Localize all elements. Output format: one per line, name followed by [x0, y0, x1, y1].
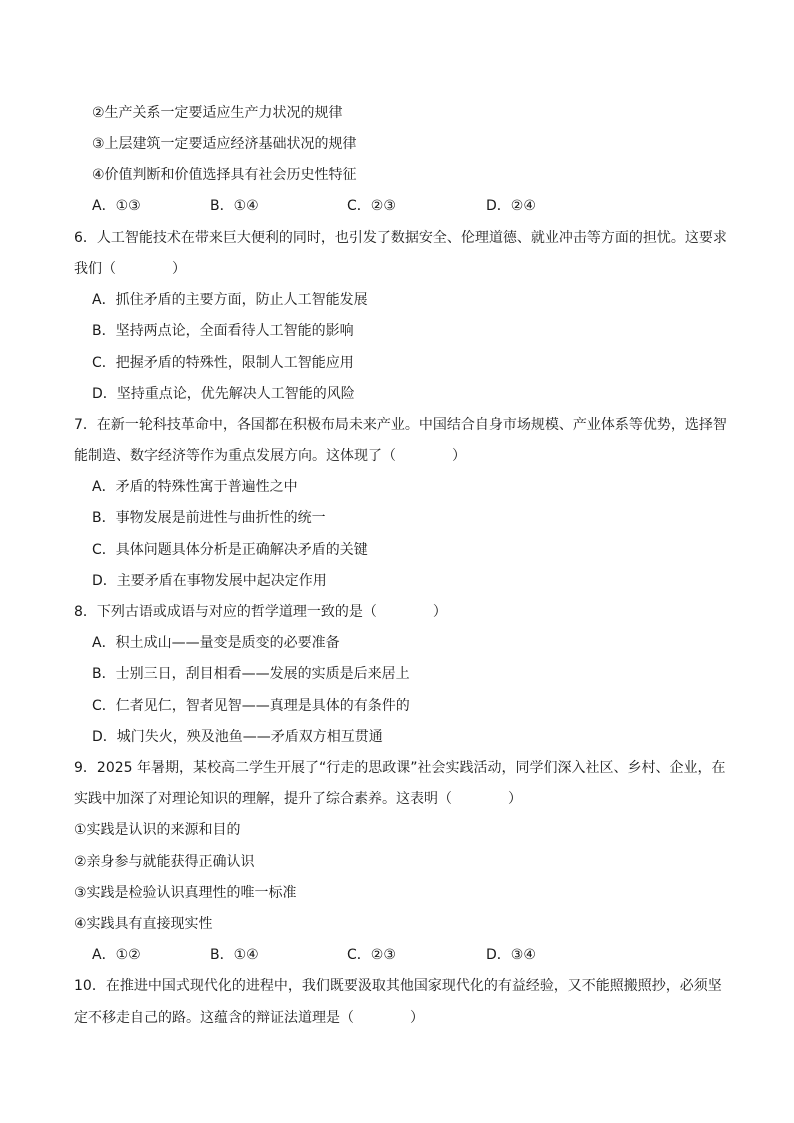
q6-option-c: C．把握矛盾的特殊性，限制人工智能应用	[92, 355, 354, 371]
q5-item-2: ②生产关系一定要适应生产力状况的规律	[92, 105, 343, 121]
q9-item-1: ①实践是认识的来源和目的	[74, 822, 241, 838]
q7-option-c: C．具体问题具体分析是正确解决矛盾的关键	[92, 542, 368, 558]
q8-option-c: C．仁者见仁，智者见智——真理是具体的有条件的	[92, 698, 410, 714]
q10-stem-line2: 定不移走自己的路。这蕴含的辩证法道理是（ ）	[74, 1010, 424, 1026]
q10-stem-line1: 10．在推进中国式现代化的进程中，我们既要汲取其他国家现代化的有益经验，又不能照搬照抄，必须坚	[74, 978, 722, 994]
q9-stem-line1: 9．2025 年暑期，某校高二学生开展了“行走的思政课”社会实践活动，同学们深入社区、乡村、企业，在	[74, 760, 726, 776]
q5-choice-d: D．②④	[486, 198, 536, 214]
q5-item-4: ④价值判断和价值选择具有社会历史性特征	[92, 167, 357, 183]
q9-choice-d: D．③④	[486, 947, 536, 963]
q6-option-b: B．坚持两点论，全面看待人工智能的影响	[92, 323, 354, 339]
q6-stem-line1: 6．人工智能技术在带来巨大便利的同时，也引发了数据安全、伦理道德、就业冲击等方面的担忧。这要求	[74, 230, 727, 246]
q9-item-2: ②亲身参与就能获得正确认识	[74, 854, 255, 870]
q8-option-a: A．积土成山——量变是质变的必要准备	[92, 635, 340, 651]
q5-item-3: ③上层建筑一定要适应经济基础状况的规律	[92, 136, 357, 152]
q9-item-3: ③实践是检验认识真理性的唯一标准	[74, 885, 297, 901]
q9-item-4: ④实践具有直接现实性	[74, 916, 213, 932]
q6-stem-line2: 我们（ ）	[74, 261, 186, 277]
q9-stem-line2: 实践中加深了对理论知识的理解，提升了综合素养。这表明（ ）	[74, 791, 522, 807]
q7-stem-line1: 7．在新一轮科技革命中，各国都在积极布局未来产业。中国结合自身市场规模、产业体系等优势，选择智	[74, 417, 727, 433]
q9-choice-a: A．①②	[92, 947, 141, 963]
q6-option-d: D．坚持重点论，优先解决人工智能的风险	[92, 386, 355, 402]
q8-stem-line1: 8．下列古语或成语与对应的哲学道理一致的是（ ）	[74, 604, 447, 620]
q5-choice-a: A．①③	[92, 198, 141, 214]
q7-option-b: B．事物发展是前进性与曲折性的统一	[92, 510, 326, 526]
q9-choice-b: B．①④	[210, 947, 259, 963]
q7-stem-line2: 能制造、数字经济等作为重点发展方向。这体现了（ ）	[74, 448, 466, 464]
q8-option-b: B．士别三日，刮目相看——发展的实质是后来居上	[92, 666, 410, 682]
q5-choice-c: C．②③	[347, 198, 396, 214]
q7-option-a: A．矛盾的特殊性寓于普遍性之中	[92, 479, 298, 495]
q9-choice-c: C．②③	[347, 947, 396, 963]
q6-option-a: A．抓住矛盾的主要方面，防止人工智能发展	[92, 292, 368, 308]
q5-choice-b: B．①④	[210, 198, 259, 214]
q8-option-d: D．城门失火，殃及池鱼——矛盾双方相互贯通	[92, 729, 383, 745]
q7-option-d: D．主要矛盾在事物发展中起决定作用	[92, 573, 327, 589]
